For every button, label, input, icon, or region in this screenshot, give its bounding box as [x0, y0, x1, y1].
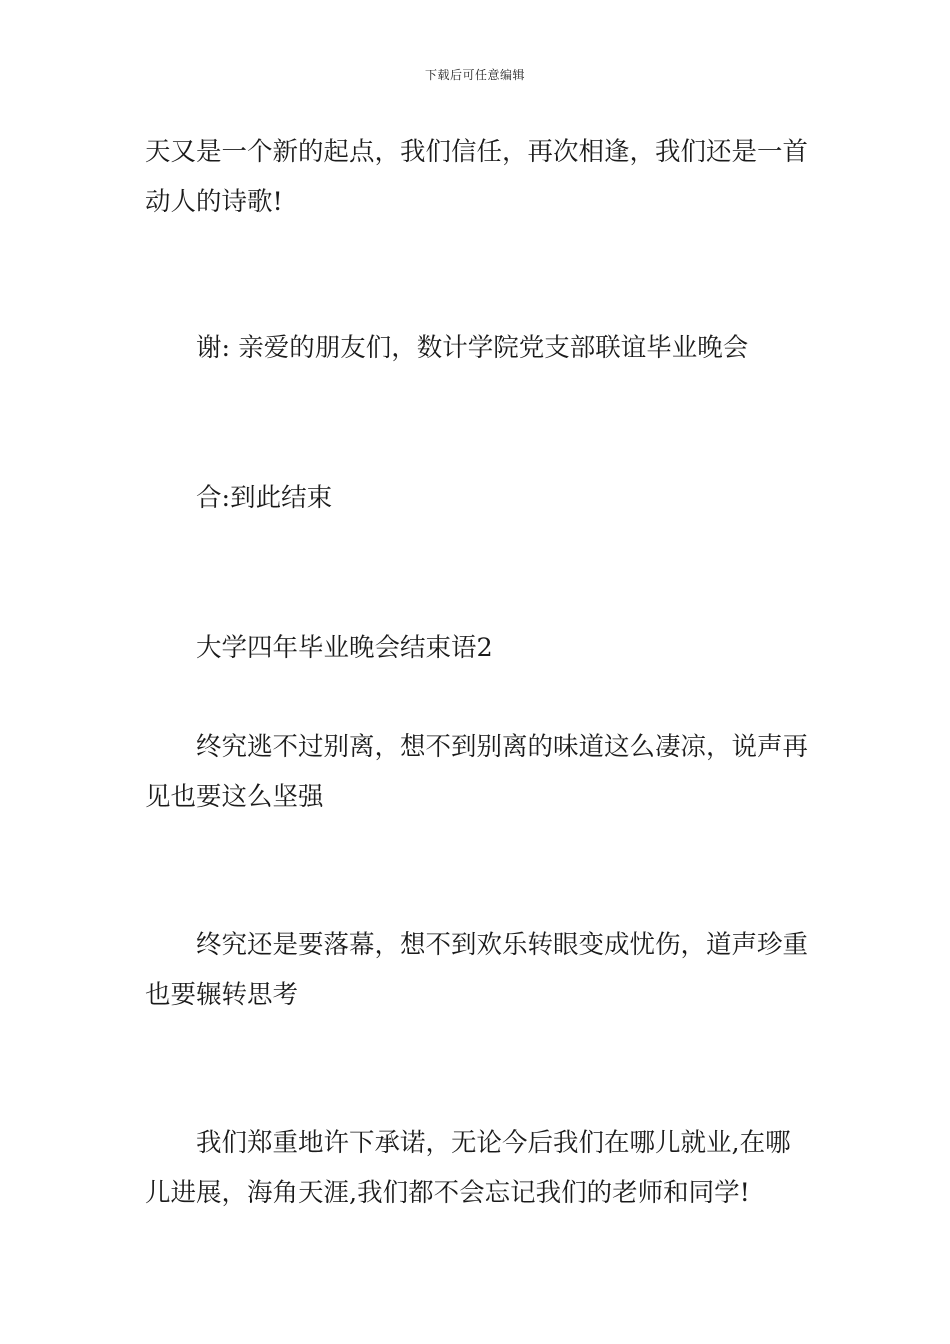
paragraph-farewell-1: 终究逃不过别离，想不到别离的味道这么凄凉，说声再见也要这么坚强 — [145, 732, 809, 812]
paragraph-thanks: 谢: 亲爱的朋友们，数计学院党支部联谊毕业晚会 — [196, 333, 749, 363]
paragraph-promise: 我们郑重地许下承诺，无论今后我们在哪儿就业,在哪儿进展，海角天涯,我们都不会忘记我们的老师和同学! — [145, 1128, 791, 1208]
section-title: 大学四年毕业晚会结束语2 — [196, 633, 493, 663]
page-header: 下载后可任意编辑 — [424, 68, 525, 82]
paragraph-closing: 合:到此结束 — [196, 483, 333, 513]
paragraph-farewell-2: 终究还是要落幕，想不到欢乐转眼变成忧伤，道声珍重也要辗转思考 — [145, 930, 809, 1010]
paragraph-continuation: 天又是一个新的起点，我们信任，再次相逢，我们还是一首动人的诗歌! — [145, 137, 809, 217]
